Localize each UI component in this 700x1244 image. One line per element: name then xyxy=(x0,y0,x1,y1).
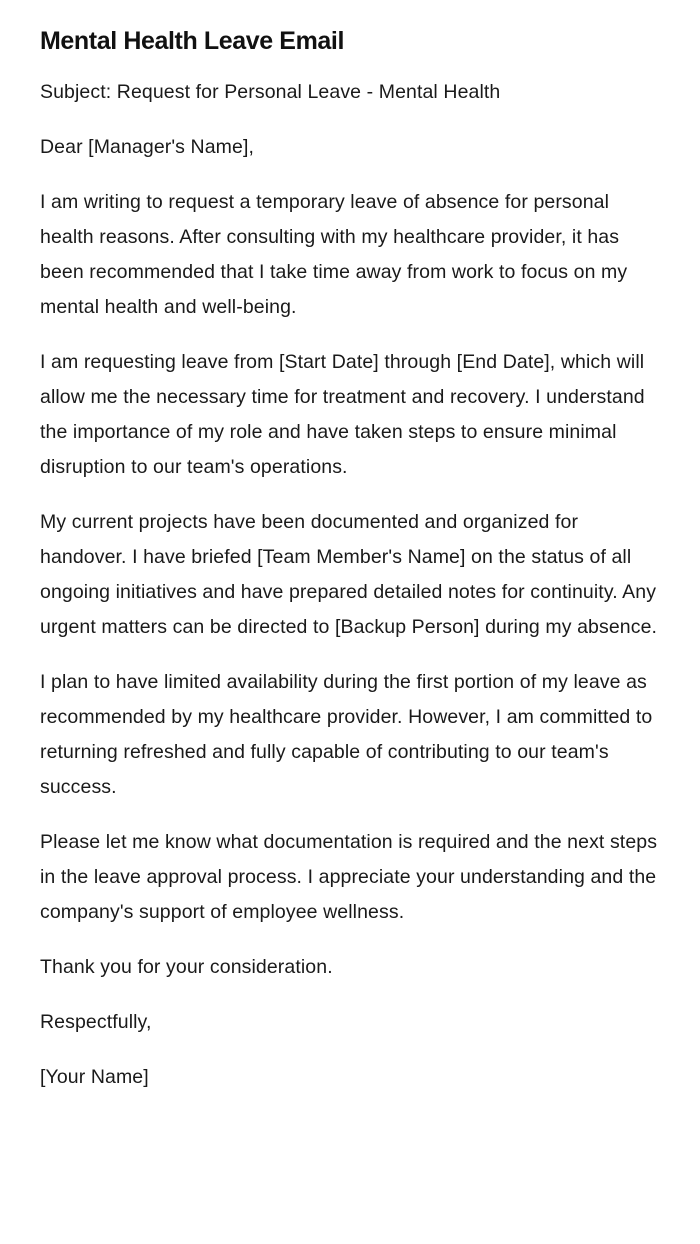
email-greeting: Dear [Manager's Name], xyxy=(40,136,255,158)
email-thanks: Thank you for your consideration. xyxy=(40,956,333,978)
email-subject: Subject: Request for Personal Leave - Mental Health xyxy=(40,81,501,103)
document-title: Mental Health Leave Email xyxy=(40,27,345,55)
body-paragraph-2: I am requesting leave from [Start Date] through [End Date], which will allow me the necessary time for treatment and recovery. I understand the importance of my role and have taken steps to ensure minimal disruption to our team's operations. xyxy=(40,351,645,478)
email-signature: [Your Name] xyxy=(40,1066,149,1088)
body-paragraph-4: I plan to have limited availability during the first portion of my leave as recommended by my healthcare provider. However, I am committed to returning refreshed and fully capable of contributing to our team's success. xyxy=(40,671,653,798)
body-paragraph-5: Please let me know what documentation is required and the next steps in the leave approval process. I appreciate your understanding and the company's support of employee wellness. xyxy=(40,831,658,923)
body-paragraph-1: I am writing to request a temporary leave of absence for personal health reasons. After consulting with my healthcare provider, it has been recommended that I take time away from work to focus on my mental health and well-being. xyxy=(40,191,628,318)
body-paragraph-3: My current projects have been documented and organized for handover. I have briefed [Team Member's Name] on the status of all ongoing initiatives and have prepared detailed notes for continuity. Any urgent matters can be directed to [Backup Person] during my absence. xyxy=(40,511,658,638)
email-closing: Respectfully, xyxy=(40,1011,152,1033)
